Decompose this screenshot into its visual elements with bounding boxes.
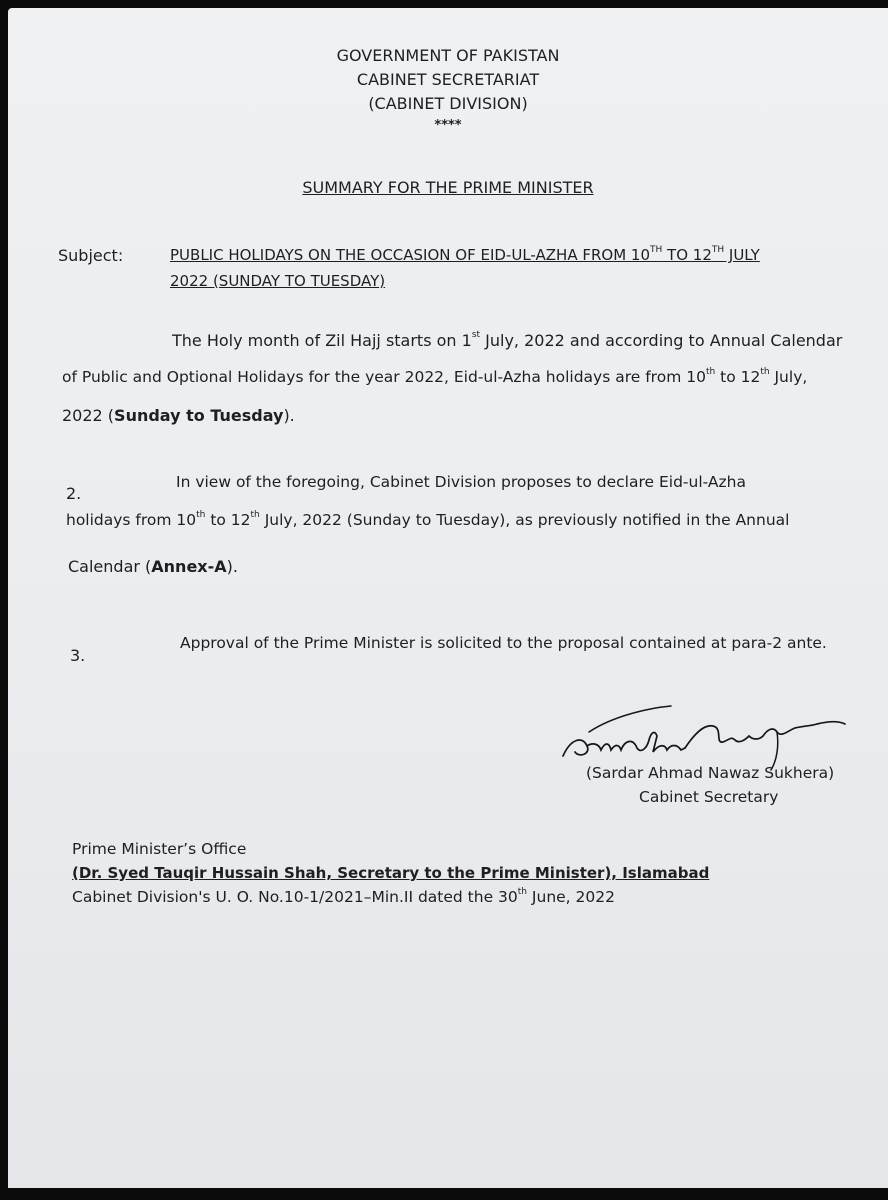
signatory-name: (Sardar Ahmad Nawaz Sukhera): [586, 764, 835, 782]
para1-line-1: The Holy month of Zil Hajj starts on 1st July, 2022 and according to Annual Calendar: [172, 330, 843, 350]
footer-office: Prime Minister’s Office: [72, 840, 247, 858]
header-division: (CABINET DIVISION): [368, 94, 528, 113]
header-secretariat: CABINET SECRETARIAT: [356, 70, 540, 89]
para3-text: Approval of the Prime Minister is solicited to the proposal contained at para-2 ante.: [180, 634, 827, 652]
summary-title: SUMMARY FOR THE PRIME MINISTER: [302, 178, 594, 197]
footer-reference: Cabinet Division's U. O. No.10-1/2021–Min.II dated the 30th June, 2022: [72, 887, 615, 906]
para1-line-2: of Public and Optional Holidays for the year 2022, Eid-ul-Azha holidays are from 10th to 12th July,: [62, 367, 808, 386]
para1-line-3: 2022 (Sunday to Tuesday).: [62, 406, 295, 425]
para2-number: 2.: [66, 484, 82, 503]
para2-line-3: Calendar (Annex-A).: [68, 557, 238, 576]
footer-addressee: (Dr. Syed Tauqir Hussain Shah, Secretary to the Prime Minister), Islamabad: [72, 864, 710, 882]
para2-line-2: holidays from 10th to 12th July, 2022 (Sunday to Tuesday), as previously notified in the Annual: [66, 510, 790, 529]
document-page: [8, 8, 888, 1188]
subject-line-2: 2022 (SUNDAY TO TUESDAY): [170, 272, 386, 290]
header-government: GOVERNMENT OF PAKISTAN: [336, 46, 560, 65]
subject-line-1: PUBLIC HOLIDAYS ON THE OCCASION OF EID-UL-AZHA FROM 10TH TO 12TH JULY: [170, 245, 760, 264]
para2-line-1: In view of the foregoing, Cabinet Division proposes to declare Eid-ul-Azha: [176, 473, 746, 491]
para3-number: 3.: [70, 646, 86, 665]
signatory-title: Cabinet Secretary: [639, 788, 779, 806]
header-stars: ****: [434, 118, 462, 133]
subject-label: Subject:: [58, 246, 124, 265]
